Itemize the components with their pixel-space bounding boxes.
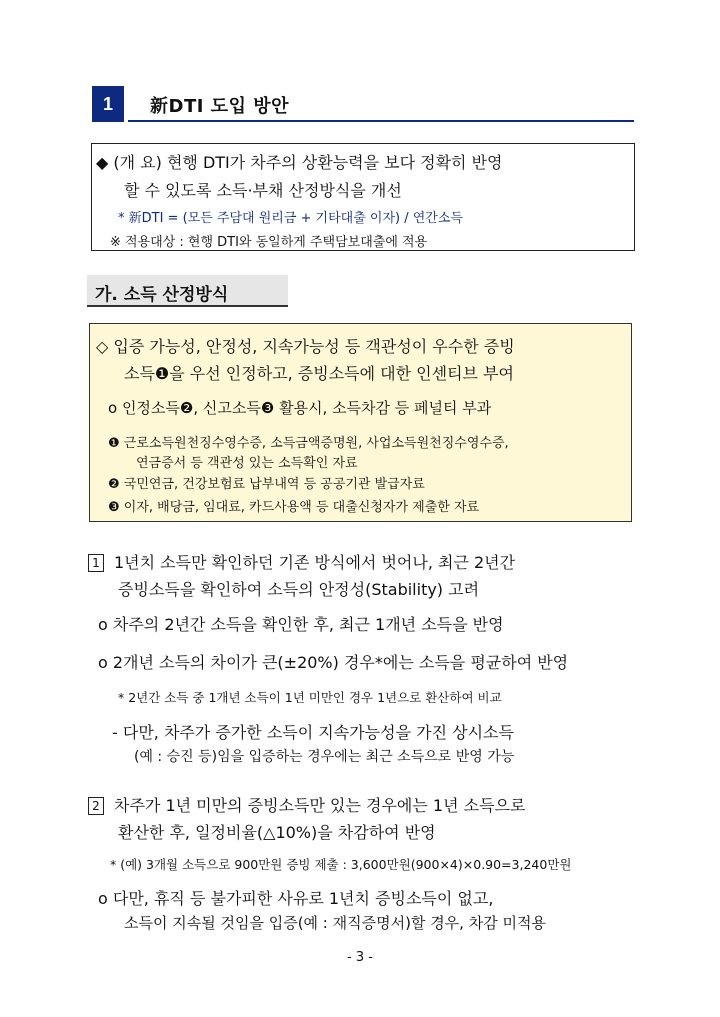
item-1-bullet-2: ο 2개년 소득의 차이가 큰(±20%) 경우*에는 소득을 평균하여 반영 [98,653,569,672]
item-1-bullet-1: ο 차주의 2년간 소득을 확인한 후, 최근 1개년 소득을 반영 [98,615,504,634]
item-1-line-1: 1 1년치 소득만 확인하던 기존 방식에서 벗어나, 최근 2년간 [88,550,515,573]
footnote-2: ❷ 국민연금, 건강보험료 납부내역 등 공공기관 발급자료 [108,477,425,492]
overview-line-1: ◆ (개 요) 현행 DTI가 차주의 상환능력을 보다 정확히 반영 [96,153,503,172]
section-number: 1 [92,86,124,122]
item-2-line-2: 환산한 후, 일정비율(△10%)을 차감하여 반영 [118,823,436,842]
policy-penalty-line: ο 인정소득❷, 신고소득❸ 활용시, 소득차감 등 페널티 부과 [108,399,492,417]
footnote-3: ❸ 이자, 배당금, 임대료, 카드사용액 등 대출신청자가 제출한 자료 [108,500,480,515]
item-1-number: 1 [88,554,104,572]
policy-line-2: 소득❶을 우선 인정하고, 증빙소득에 대한 인센티브 부여 [124,364,514,383]
item-1-line-2: 증빙소득을 확인하여 소득의 안정성(Stability) 고려 [118,580,480,599]
section-title: 新DTI 도입 방안 [150,96,290,117]
subsection-title: 가. 소득 산정방식 [87,275,288,307]
overview-line-2: 할 수 있도록 소득·부채 산정방식을 개선 [124,181,402,200]
item-2-note: * (예) 3개월 소득으로 900만원 증빙 제출 : 3,600만원(900×4)×0.90=3,240만원 [110,857,572,872]
item-1-dash-line-2: (예 : 승진 등)임을 입증하는 경우에는 최근 소득으로 반영 가능 [134,749,515,765]
policy-line-1: ◇ 입증 가능성, 안정성, 지속가능성 등 객관성이 우수한 증빙 [96,337,515,356]
overview-note: ※ 적용대상 : 현행 DTI와 동일하게 주택담보대출에 적용 [110,235,428,250]
item-2-bullet-line-2: 소득이 지속될 것임을 입증(예 : 재직증명서)할 경우, 차감 미적용 [124,914,546,932]
footnote-1-line-2: 연금증서 등 객관성 있는 소득확인 자료 [136,456,358,471]
item-2-line-1: 2 차주가 1년 미만의 증빙소득만 있는 경우에는 1년 소득으로 [88,793,525,816]
item-2-bullet-line-1: ο 다만, 휴직 등 불가피한 사유로 1년치 증빙소득이 없고, [98,889,494,908]
dti-formula: * 新DTI = (모든 주담대 원리금 + 기타대출 이자) / 연간소득 [118,211,463,226]
item-1-dash-line-1: - 다만, 차주가 증가한 소득이 지속가능성을 가진 상시소득 [112,723,514,742]
item-2-number: 2 [88,797,104,815]
section-title-underline [128,120,634,122]
footnote-1-line-1: ❶ 근로소득원천징수영수증, 소득금액증명원, 사업소득원천징수영수증, [108,436,509,451]
item-1-note: * 2년간 소득 중 1개년 소득이 1년 미만인 경우 1년으로 환산하여 비교 [118,690,502,705]
page-number: - 3 - [347,950,373,965]
